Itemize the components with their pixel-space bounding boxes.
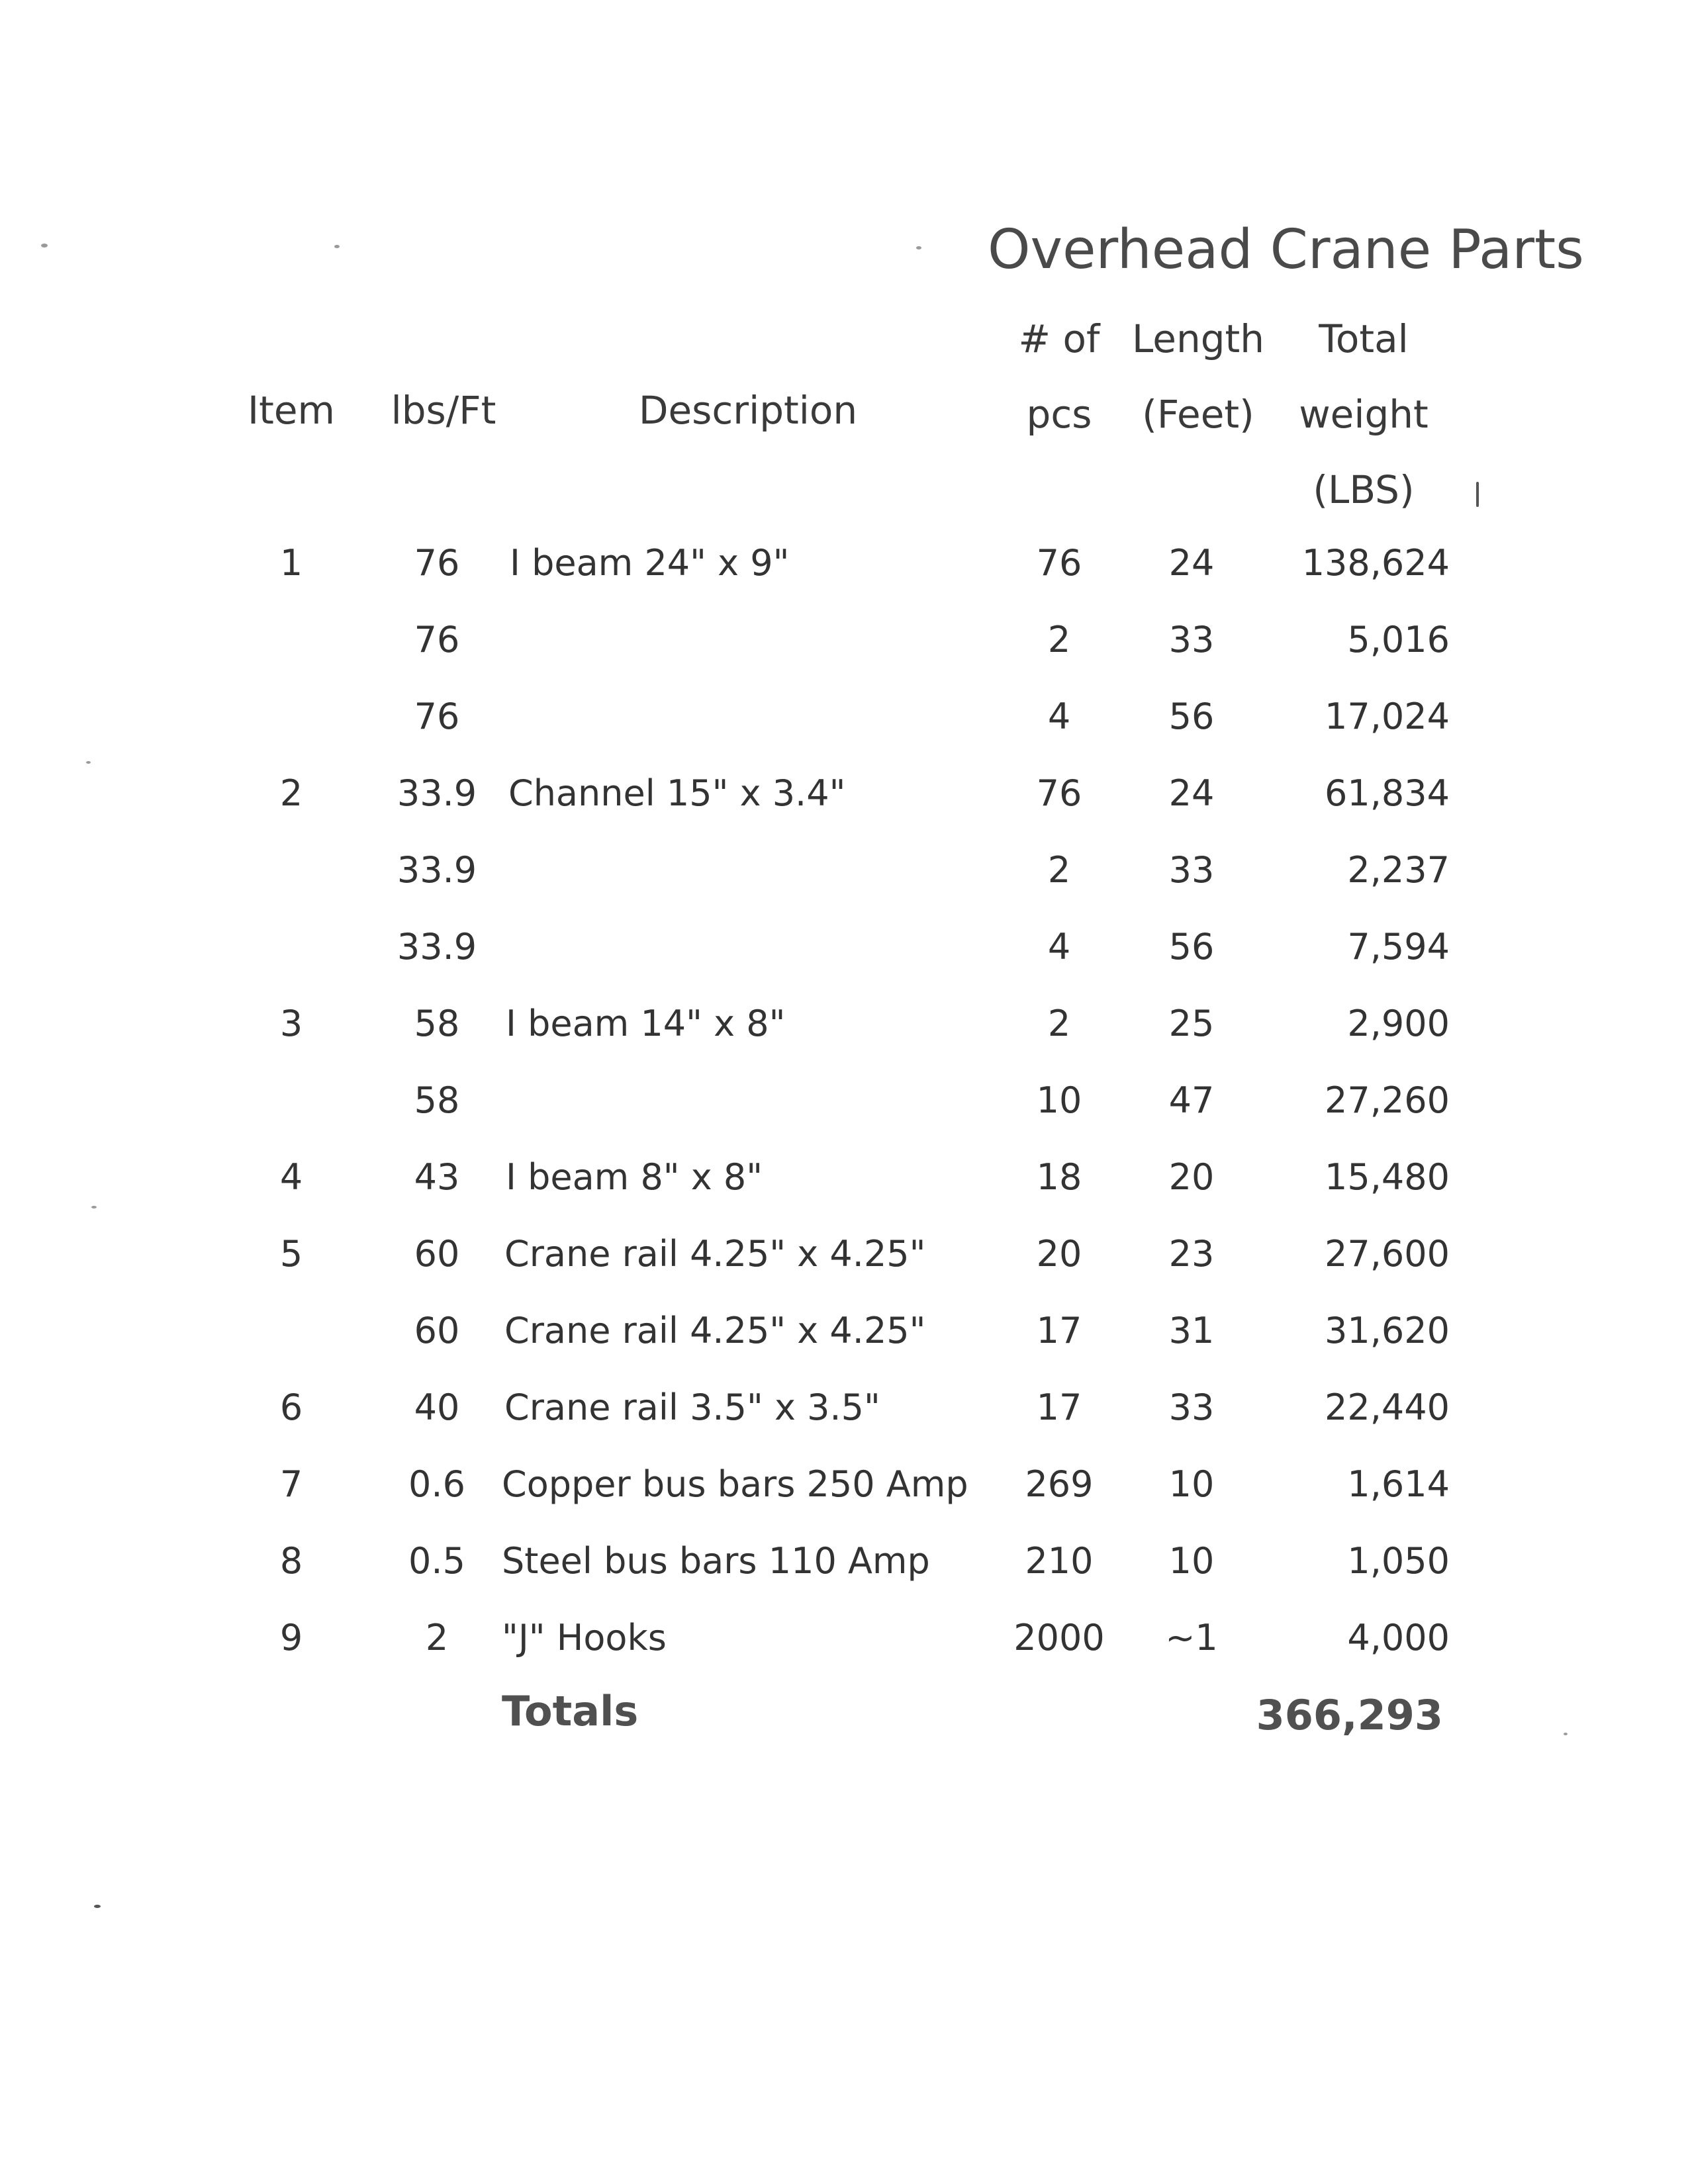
cell-description: Crane rail 4.25" x 4.25"	[504, 1310, 926, 1351]
cell-lbs-ft: 58	[414, 1003, 460, 1044]
cell-item: 8	[279, 1540, 303, 1582]
header-total-line3: (LBS)	[1313, 467, 1415, 512]
cell-total: 7,594	[1347, 926, 1450, 968]
cell-total: 5,016	[1347, 619, 1450, 660]
cell-length: 20	[1168, 1156, 1215, 1198]
header-length-line1: Length	[1131, 316, 1265, 361]
cell-total: 1,614	[1347, 1463, 1450, 1505]
cell-pcs: 2	[1047, 619, 1071, 660]
cell-total: 27,600	[1325, 1233, 1450, 1275]
cell-lbs-ft: 2	[425, 1617, 449, 1659]
header-pcs-line2: pcs	[1026, 392, 1092, 437]
scan-speck	[1564, 1733, 1568, 1735]
cell-pcs: 18	[1036, 1156, 1082, 1198]
cell-item: 6	[279, 1387, 303, 1428]
cell-length: 33	[1168, 1387, 1215, 1428]
cell-item: 1	[279, 542, 303, 584]
cell-pcs: 2	[1047, 849, 1071, 891]
header-total-line1: Total	[1319, 316, 1409, 361]
cell-description: Crane rail 4.25" x 4.25"	[504, 1233, 926, 1275]
cell-length: 10	[1168, 1463, 1215, 1505]
cell-total: 138,624	[1301, 542, 1450, 584]
cell-description: Copper bus bars 250 Amp	[502, 1463, 968, 1505]
cell-total: 27,260	[1325, 1079, 1450, 1121]
cell-length: 31	[1168, 1310, 1215, 1351]
cell-lbs-ft: 33.9	[397, 849, 477, 891]
scan-speck	[94, 1905, 101, 1908]
cell-length: 56	[1168, 926, 1215, 968]
cell-item: 2	[279, 772, 303, 814]
scan-speck	[334, 245, 340, 248]
cell-description: I beam 24" x 9"	[510, 542, 790, 584]
cell-length: 33	[1168, 849, 1215, 891]
scan-speck	[86, 761, 91, 764]
cell-length: 24	[1168, 542, 1215, 584]
cell-item: 7	[279, 1463, 303, 1505]
header-description: Description	[638, 388, 858, 433]
cell-lbs-ft: 43	[414, 1156, 460, 1198]
cell-pcs: 17	[1036, 1387, 1082, 1428]
header-total-line2: weight	[1299, 392, 1429, 437]
cell-length: 23	[1168, 1233, 1215, 1275]
totals-value: 366,293	[1256, 1691, 1443, 1739]
cell-pcs: 76	[1036, 772, 1082, 814]
scan-speck	[41, 244, 48, 248]
cell-total: 61,834	[1325, 772, 1450, 814]
cell-lbs-ft: 76	[414, 619, 460, 660]
cell-lbs-ft: 33.9	[397, 926, 477, 968]
scan-speck	[916, 246, 921, 250]
cell-length: 47	[1168, 1079, 1215, 1121]
cell-length: ~1	[1165, 1617, 1218, 1659]
cell-description: Steel bus bars 110 Amp	[502, 1540, 930, 1582]
header-length-line2: (Feet)	[1142, 392, 1254, 437]
cell-lbs-ft: 60	[414, 1310, 460, 1351]
cell-description: Crane rail 3.5" x 3.5"	[504, 1387, 880, 1428]
cell-item: 4	[279, 1156, 303, 1198]
cell-length: 24	[1168, 772, 1215, 814]
scan-speck	[91, 1206, 97, 1208]
cell-total: 1,050	[1347, 1540, 1450, 1582]
cell-lbs-ft: 76	[414, 542, 460, 584]
document-title: Overhead Crane Parts	[988, 218, 1584, 281]
cell-length: 56	[1168, 696, 1215, 737]
cell-length: 10	[1168, 1540, 1215, 1582]
cell-lbs-ft: 40	[414, 1387, 460, 1428]
cell-description: I beam 14" x 8"	[506, 1003, 786, 1044]
cell-item: 9	[279, 1617, 303, 1659]
cell-pcs: 2000	[1013, 1617, 1105, 1659]
cell-lbs-ft: 60	[414, 1233, 460, 1275]
totals-label: Totals	[502, 1687, 639, 1735]
cell-description: I beam 8" x 8"	[506, 1156, 763, 1198]
cell-total: 17,024	[1325, 696, 1450, 737]
cell-lbs-ft: 58	[414, 1079, 460, 1121]
cell-pcs: 4	[1047, 696, 1071, 737]
cell-total: 15,480	[1325, 1156, 1450, 1198]
header-pcs-line1: # of	[1018, 316, 1100, 361]
cell-total: 2,237	[1347, 849, 1450, 891]
cell-item: 3	[279, 1003, 303, 1044]
scan-speck	[1476, 482, 1479, 507]
cell-length: 33	[1168, 619, 1215, 660]
header-item: Item	[247, 388, 336, 433]
cell-item: 5	[279, 1233, 303, 1275]
cell-pcs: 20	[1036, 1233, 1082, 1275]
cell-pcs: 269	[1025, 1463, 1094, 1505]
cell-lbs-ft: 33.9	[397, 772, 477, 814]
cell-lbs-ft: 0.6	[408, 1463, 465, 1505]
cell-description: "J" Hooks	[502, 1617, 667, 1659]
cell-pcs: 10	[1036, 1079, 1082, 1121]
cell-total: 31,620	[1325, 1310, 1450, 1351]
cell-pcs: 2	[1047, 1003, 1071, 1044]
cell-description: Channel 15" x 3.4"	[508, 772, 846, 814]
cell-lbs-ft: 0.5	[408, 1540, 465, 1582]
cell-length: 25	[1168, 1003, 1215, 1044]
cell-total: 4,000	[1347, 1617, 1450, 1659]
cell-lbs-ft: 76	[414, 696, 460, 737]
cell-pcs: 17	[1036, 1310, 1082, 1351]
cell-pcs: 210	[1025, 1540, 1094, 1582]
header-lbs-ft: lbs/Ft	[391, 388, 496, 433]
cell-total: 22,440	[1325, 1387, 1450, 1428]
cell-total: 2,900	[1347, 1003, 1450, 1044]
cell-pcs: 76	[1036, 542, 1082, 584]
cell-pcs: 4	[1047, 926, 1071, 968]
